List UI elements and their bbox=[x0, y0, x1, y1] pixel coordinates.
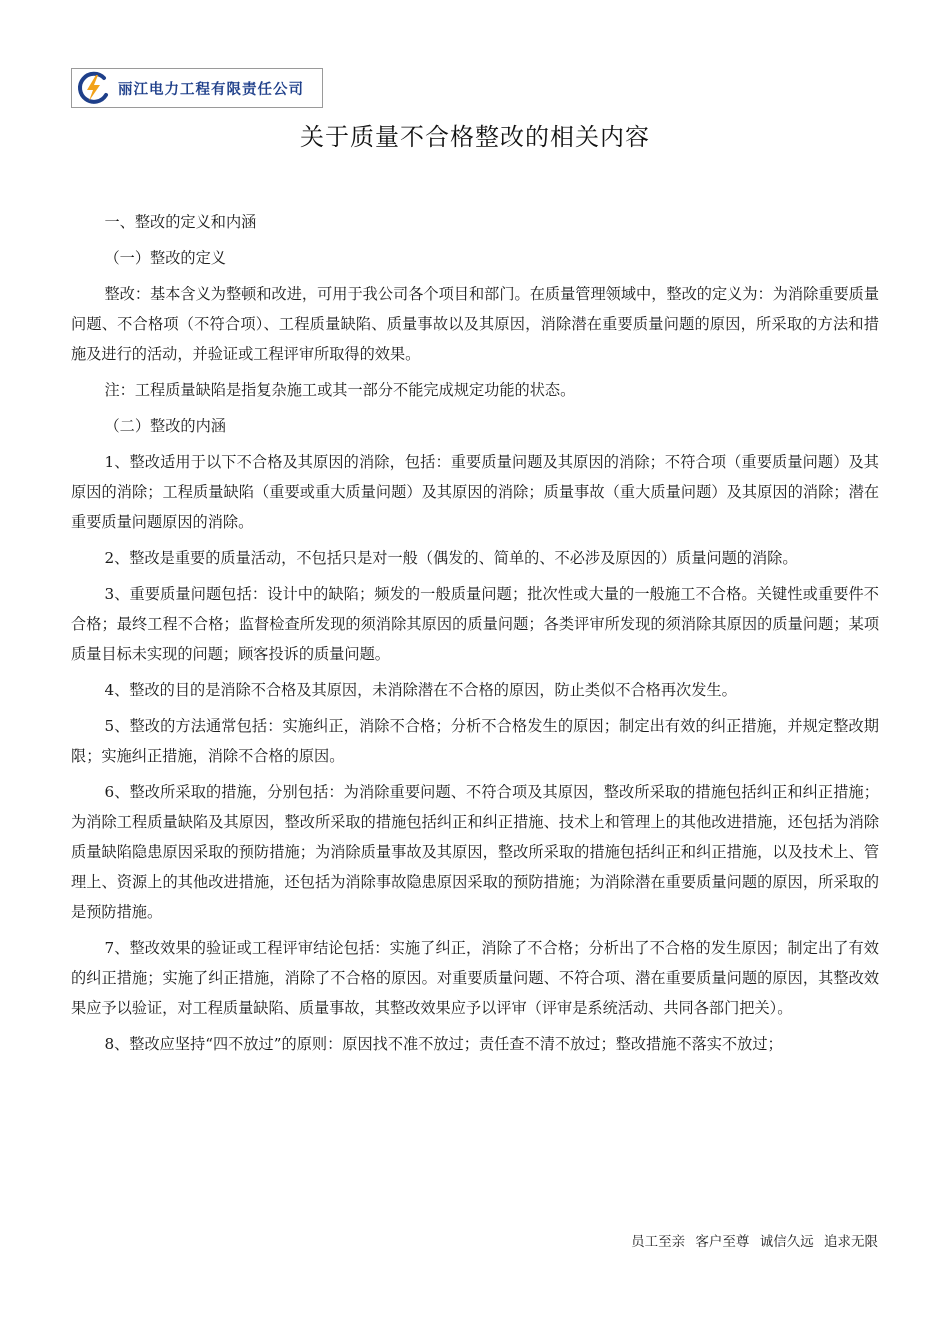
paragraph: 3、重要质量问题包括：设计中的缺陷；频发的一般质量问题；批次性或大量的一般施工不合格。关键性或重要件不合格；最终工程不合格；监督检查所发现的须消除其原因的质量问题；各类评审所发现的须消除其原因的质量问题；某项质量目标未实现的问题；顾客投诉的质量问题。 bbox=[71, 585, 879, 663]
paragraph: 2、整改是重要的质量活动，不包括只是对一般（偶发的、简单的、不必涉及原因的）质量问题的消除。 bbox=[104, 549, 798, 567]
paragraph: 整改：基本含义为整顿和改进，可用于我公司各个项目和部门。在质量管理领域中，整改的定义为：为消除重要质量问题、不合格项（不符合项）、工程质量缺陷、质量事故以及其原因，消除潜在重要质量问题的原因，所采取的方法和措施及进行的活动，并验证或工程评审所取得的效果。 bbox=[71, 285, 879, 363]
footer-slogan: 员工至亲 客户至尊 诚信久远 追求无限 bbox=[631, 1234, 878, 1250]
paragraph: 5、整改的方法通常包括：实施纠正，消除不合格；分析不合格发生的原因；制定出有效的纠正措施，并规定整改期限；实施纠正措施，消除不合格的原因。 bbox=[71, 717, 879, 765]
company-logo bbox=[71, 68, 323, 108]
paragraph: 6、整改所采取的措施，分别包括：为消除重要问题、不符合项及其原因，整改所采取的措施包括纠正和纠正措施；为消除工程质量缺陷及其原因，整改所采取的措施包括纠正和纠正措施、技术上和管理上的其他改进措施，还包括为消除质量缺陷隐患原因采取的预防措施；为消除质量事故及其原因，整改所采取的措施包括纠正和纠正措施，以及技术上、管理上、资源上的其他改进措施，还包括为消除事故隐患原因采取的预防措施；为消除潜在重要质量问题的原因，所采取的是预防措施。 bbox=[71, 783, 879, 921]
paragraph: 1、整改适用于以下不合格及其原因的消除，包括：重要质量问题及其原因的消除；不符合项（重要质量问题）及其原因的消除；工程质量缺陷（重要或重大质量问题）及其原因的消除；质量事故（重大质量问题）及其原因的消除；潜在重要质量问题原因的消除。 bbox=[71, 453, 879, 531]
document-title: 关于质量不合格整改的相关内容 bbox=[300, 123, 650, 151]
paragraph: 注：工程质量缺陷是指复杂施工或其一部分不能完成规定功能的状态。 bbox=[104, 381, 576, 399]
lightning-circle-icon bbox=[75, 70, 113, 106]
subsection-heading: （二）整改的内涵 bbox=[104, 417, 226, 435]
paragraph: 8、整改应坚持“四不放过”的原则：原因找不准不放过；责任查不清不放过；整改措施不落实不放过； bbox=[104, 1035, 783, 1053]
subsection-heading: （一）整改的定义 bbox=[104, 249, 226, 267]
company-name: 丽江电力工程有限责任公司 bbox=[118, 81, 304, 98]
section-heading: 一、整改的定义和内涵 bbox=[104, 213, 257, 231]
document-body bbox=[71, 207, 879, 1065]
paragraph: 7、整改效果的验证或工程评审结论包括：实施了纠正，消除了不合格；分析出了不合格的发生原因；制定出了有效的纠正措施；实施了纠正措施，消除了不合格的原因。对重要质量问题、不符合项、潜在重要质量问题的原因，其整改效果应予以验证，对工程质量缺陷、质量事故，其整改效果应予以评审（评审是系统活动、共同各部门把关）。 bbox=[71, 939, 879, 1017]
paragraph: 4、整改的目的是消除不合格及其原因，未消除潜在不合格的原因，防止类似不合格再次发生。 bbox=[104, 681, 737, 699]
